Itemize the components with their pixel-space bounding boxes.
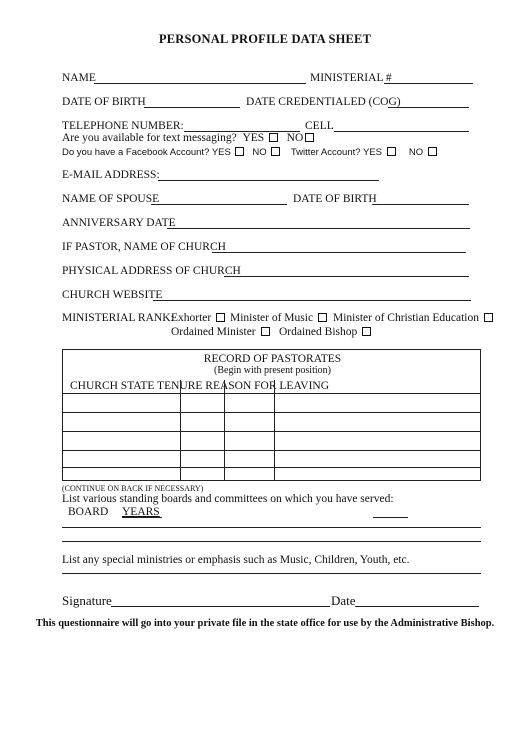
boards-prompt: List various standing boards and committees on which you have served:	[62, 493, 394, 505]
rank-option-ordained-minister: Ordained Minister	[171, 327, 270, 339]
board-entry-line[interactable]	[62, 541, 481, 542]
signature-label: Signature	[62, 593, 112, 608]
table-subtitle: (Begin with present position)	[214, 365, 331, 376]
rank-option-ordained-bishop: Ordained Bishop	[279, 327, 371, 339]
rank-label: MINISTERIAL RANK:	[62, 312, 174, 324]
board-entry-line[interactable]	[62, 527, 481, 528]
physical-address-field[interactable]	[224, 276, 469, 277]
twitter-no-checkbox[interactable]	[428, 147, 437, 156]
table-cell[interactable]	[64, 394, 179, 411]
spouse-dob-label: DATE OF BIRTH	[293, 193, 377, 205]
cell-label: CELL	[305, 120, 334, 132]
ministerial-label: MINISTERIAL #	[310, 72, 392, 84]
footer-note: This questionnaire will go into your private file in the state office for use by the Administrative Bishop.	[35, 618, 495, 629]
name-label: NAME	[62, 72, 96, 84]
rank-option-education: Minister of Christian Education	[333, 313, 493, 325]
board-label: BOARD	[68, 506, 109, 518]
ordained-bishop-checkbox[interactable]	[362, 327, 371, 336]
credentialed-label: DATE CREDENTIALED (COG)	[246, 96, 401, 108]
facebook-question: Do you have a Facebook Account? YES	[62, 147, 231, 158]
text-messaging-question: Are you available for text messaging?	[62, 132, 237, 144]
continue-note: (CONTINUE ON BACK IF NECESSARY)	[62, 484, 204, 493]
twitter-question: Twitter Account? YES	[290, 147, 383, 158]
text-no-checkbox[interactable]	[305, 133, 314, 142]
dob-field[interactable]	[144, 107, 240, 108]
pastorates-table	[62, 349, 481, 481]
email-field[interactable]	[158, 180, 379, 181]
text-yes-checkbox[interactable]	[269, 133, 278, 142]
text-yes-label: YES	[242, 132, 265, 144]
ministries-entry-line[interactable]	[62, 573, 481, 574]
twitter-no-label: NO	[408, 147, 424, 158]
years-underline	[122, 517, 162, 518]
physical-address-label: PHYSICAL ADDRESS OF CHURCH	[62, 265, 241, 277]
table-headers: CHURCH STATE TENURE REASON FOR LEAVING	[70, 380, 330, 392]
twitter-yes-checkbox[interactable]	[387, 147, 396, 156]
table-cell[interactable]	[64, 451, 179, 466]
dob-label: DATE OF BIRTH	[62, 96, 146, 108]
social-row	[62, 147, 437, 158]
education-checkbox[interactable]	[484, 313, 493, 322]
telephone-label: TELEPHONE NUMBER:	[62, 120, 184, 132]
facebook-yes-checkbox[interactable]	[235, 147, 244, 156]
website-field[interactable]	[153, 300, 471, 301]
credentialed-field[interactable]	[388, 107, 469, 108]
rank-option-music: Minister of Music	[230, 313, 327, 325]
text-no-label: NO	[286, 132, 304, 144]
table-cell[interactable]	[64, 413, 179, 430]
spouse-dob-field[interactable]	[372, 204, 469, 205]
facebook-no-label: NO	[252, 147, 267, 158]
signature-field[interactable]	[111, 606, 330, 607]
ordained-minister-checkbox[interactable]	[261, 327, 270, 336]
spouse-label: NAME OF SPOUSE	[62, 193, 160, 205]
table-col-divider	[180, 380, 181, 481]
ministries-prompt: List any special ministries or emphasis such as Music, Children, Youth, etc.	[62, 554, 410, 566]
table-col-divider	[274, 380, 275, 481]
date-field[interactable]	[355, 606, 479, 607]
pastor-church-field[interactable]	[212, 252, 466, 253]
name-field[interactable]	[94, 83, 306, 84]
website-label: CHURCH WEBSITE	[62, 289, 163, 301]
anniversary-field[interactable]	[167, 228, 470, 229]
date-label: Date	[331, 593, 356, 608]
cell-field[interactable]	[334, 131, 469, 132]
exhorter-checkbox[interactable]	[216, 313, 225, 322]
table-col-divider	[224, 380, 225, 481]
facebook-no-checkbox[interactable]	[271, 147, 280, 156]
table-title: RECORD OF PASTORATES	[203, 353, 342, 365]
ministerial-field[interactable]	[384, 83, 473, 84]
years-label: YEARS	[122, 506, 160, 518]
spouse-field[interactable]	[151, 204, 287, 205]
anniversary-label: ANNIVERSARY DATE	[62, 217, 176, 229]
email-label: E-MAIL ADDRESS:	[62, 169, 160, 181]
table-cell[interactable]	[64, 432, 179, 449]
page-title: PERSONAL PROFILE DATA SHEET	[158, 32, 372, 46]
rank-option-exhorter: Exhorter	[171, 313, 225, 325]
table-row-divider	[63, 467, 480, 468]
years-field[interactable]	[373, 517, 408, 518]
pastor-church-label: IF PASTOR, NAME OF CHURCH	[62, 241, 226, 253]
text-messaging-row	[62, 133, 314, 145]
music-checkbox[interactable]	[318, 313, 327, 322]
